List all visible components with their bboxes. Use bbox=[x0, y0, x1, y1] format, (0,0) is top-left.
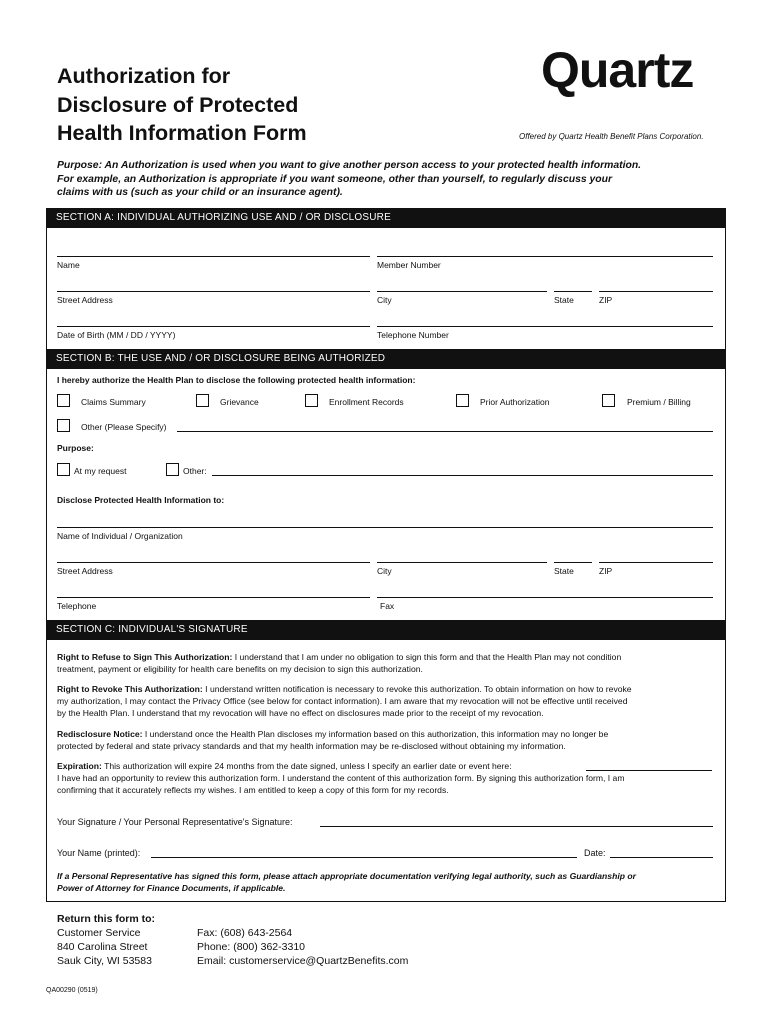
claims-summary-checkbox[interactable] bbox=[57, 394, 70, 407]
recipient-fax-label: Fax bbox=[380, 601, 395, 611]
address-line: 840 Carolina Street bbox=[57, 941, 148, 953]
return-heading: Return this form to: bbox=[57, 913, 155, 925]
refuse-heading: Right to Refuse to Sign This Authorization: bbox=[57, 652, 233, 662]
title-line: Health Information Form bbox=[57, 121, 307, 145]
disclose-to-label: Disclose Protected Health Information to: bbox=[57, 495, 225, 505]
recipient-street-field[interactable] bbox=[57, 562, 370, 563]
section-a-header: SECTION A: INDIVIDUAL AUTHORIZING USE AND / OR DISCLOSURE bbox=[46, 208, 726, 228]
name-org-field[interactable] bbox=[57, 527, 713, 528]
telephone-number-label: Telephone Number bbox=[377, 330, 449, 340]
recipient-city-field[interactable] bbox=[377, 562, 547, 563]
recipient-street-label: Street Address bbox=[57, 566, 113, 576]
expiration-paragraph bbox=[57, 760, 715, 796]
date-label: Date: bbox=[584, 848, 606, 858]
purpose-label: Purpose: bbox=[57, 443, 94, 453]
enrollment-records-label: Enrollment Records bbox=[329, 397, 404, 407]
title-line: Authorization for bbox=[57, 64, 231, 88]
note-line: If a Personal Representative has signed this form, please attach appropriate documentation verifying legal authority, such as Guardianship or bbox=[57, 871, 636, 881]
revoke-text: my authorization, I may contact the Privacy Office (see below for contact information). I am aware that my revocation will not be effective until received bbox=[57, 696, 628, 706]
signature-field[interactable] bbox=[320, 826, 713, 827]
phone-number: Phone: (800) 362-3310 bbox=[197, 941, 305, 953]
revoke-text: by the Health Plan. I understand that my revocation will have no effect on disclosures made prior to the receipt of my revocation. bbox=[57, 708, 544, 718]
quartz-logo: Quartz bbox=[541, 42, 694, 98]
section-b-header: SECTION B: THE USE AND / OR DISCLOSURE BEING AUTHORIZED bbox=[46, 349, 726, 369]
recipient-state-field[interactable] bbox=[554, 562, 592, 563]
recipient-telephone-field[interactable] bbox=[57, 597, 370, 598]
right-to-revoke-paragraph bbox=[57, 683, 715, 719]
redisclosure-text: protected by federal and state privacy standards and that my health information may be re-disclosed without obtaining my information. bbox=[57, 741, 566, 751]
premium-billing-checkbox[interactable] bbox=[602, 394, 615, 407]
revoke-text: I understand written notification is necessary to revoke this authorization. To obtain information on how to revoke bbox=[202, 684, 632, 694]
return-contacts bbox=[197, 926, 408, 968]
form-frame bbox=[46, 208, 726, 902]
offered-by: Offered by Quartz Health Benefit Plans Corporation. bbox=[519, 132, 704, 141]
return-address bbox=[57, 926, 152, 968]
state-label: State bbox=[554, 295, 574, 305]
other-specify-field[interactable] bbox=[177, 431, 713, 432]
section-c-header: SECTION C: INDIVIDUAL'S SIGNATURE bbox=[46, 620, 726, 640]
redisclosure-heading: Redisclosure Notice: bbox=[57, 729, 143, 739]
purpose-other-checkbox[interactable] bbox=[166, 463, 179, 476]
right-to-refuse-paragraph bbox=[57, 651, 715, 675]
recipient-city-label: City bbox=[377, 566, 392, 576]
expiration-text: This authorization will expire 24 months from the date signed, unless I specify an earlier date or event here: bbox=[101, 761, 512, 771]
expiration-date-field[interactable] bbox=[586, 770, 712, 771]
member-number-field[interactable] bbox=[377, 256, 713, 257]
name-printed-label: Your Name (printed): bbox=[57, 848, 141, 858]
at-my-request-checkbox[interactable] bbox=[57, 463, 70, 476]
other-specify-checkbox[interactable] bbox=[57, 419, 70, 432]
dob-field[interactable] bbox=[57, 326, 370, 327]
purpose-other-field[interactable] bbox=[212, 475, 713, 476]
expiration-text: confirming that it accurately reflects my wishes. I am entitled to keep a copy of this form for my records. bbox=[57, 785, 449, 795]
purpose-line: Purpose: An Authorization is used when you want to give another person access to your protected health information. bbox=[57, 160, 642, 171]
form-title bbox=[57, 62, 417, 148]
member-number-label: Member Number bbox=[377, 260, 441, 270]
refuse-text: I understand that I am under no obligation to sign this form and that the Health Plan may not condition bbox=[232, 652, 622, 662]
name-field[interactable] bbox=[57, 256, 370, 257]
note-line: Power of Attorney for Finance Documents, if applicable. bbox=[57, 883, 286, 893]
zip-field[interactable] bbox=[599, 291, 713, 292]
title-line: Disclosure of Protected bbox=[57, 92, 299, 117]
redisclosure-paragraph bbox=[57, 728, 715, 752]
dob-label: Date of Birth (MM / DD / YYYY) bbox=[57, 330, 176, 340]
premium-billing-label: Premium / Billing bbox=[627, 397, 691, 407]
name-org-label: Name of Individual / Organization bbox=[57, 531, 183, 541]
recipient-telephone-label: Telephone bbox=[57, 601, 97, 611]
address-line: Customer Service bbox=[57, 927, 141, 939]
refuse-text: treatment, payment or eligibility for health care benefits on my decision to sign this authorization. bbox=[57, 664, 423, 674]
date-field[interactable] bbox=[610, 857, 713, 858]
representative-note bbox=[57, 870, 717, 894]
recipient-fax-field[interactable] bbox=[377, 597, 713, 598]
enrollment-records-checkbox[interactable] bbox=[305, 394, 318, 407]
purpose-text bbox=[57, 159, 717, 200]
recipient-zip-field[interactable] bbox=[599, 562, 713, 563]
street-address-field[interactable] bbox=[57, 291, 370, 292]
grievance-checkbox[interactable] bbox=[196, 394, 209, 407]
revoke-heading: Right to Revoke This Authorization: bbox=[57, 684, 203, 694]
prior-authorization-checkbox[interactable] bbox=[456, 394, 469, 407]
name-printed-field[interactable] bbox=[151, 857, 577, 858]
expiration-heading: Expiration: bbox=[57, 761, 102, 771]
authorize-intro: I hereby authorize the Health Plan to disclose the following protected health information: bbox=[57, 375, 416, 385]
other-specify-label: Other (Please Specify) bbox=[81, 422, 167, 432]
grievance-label: Grievance bbox=[220, 397, 259, 407]
zip-label: ZIP bbox=[599, 295, 613, 305]
telephone-number-field[interactable] bbox=[377, 326, 713, 327]
email-address[interactable]: Email: customerservice@QuartzBenefits.com bbox=[197, 955, 409, 967]
at-my-request-label: At my request bbox=[74, 466, 127, 476]
fax-number: Fax: (608) 643-2564 bbox=[197, 927, 293, 939]
city-field[interactable] bbox=[377, 291, 547, 292]
purpose-line: claims with us (such as your child or an insurance agent). bbox=[57, 187, 343, 198]
name-label: Name bbox=[57, 260, 80, 270]
state-field[interactable] bbox=[554, 291, 592, 292]
street-address-label: Street Address bbox=[57, 295, 113, 305]
signature-label: Your Signature / Your Personal Representative's Signature: bbox=[57, 817, 293, 827]
recipient-state-label: State bbox=[554, 566, 574, 576]
redisclosure-text: I understand once the Health Plan discloses my information based on this authorization, this information may no longer be bbox=[142, 729, 609, 739]
city-label: City bbox=[377, 295, 392, 305]
recipient-zip-label: ZIP bbox=[599, 566, 613, 576]
purpose-line: For example, an Authorization is appropriate if you want someone, other than yourself, to regularly discuss your bbox=[57, 173, 613, 185]
prior-authorization-label: Prior Authorization bbox=[480, 397, 550, 407]
claims-summary-label: Claims Summary bbox=[81, 397, 146, 407]
address-line: Sauk City, WI 53583 bbox=[57, 955, 152, 967]
expiration-text: I have had an opportunity to review this authorization form. I understand the content of this authorization form. By signing this authorization form, I am bbox=[57, 773, 625, 783]
form-code: QA00290 (0519) bbox=[46, 987, 98, 994]
purpose-other-label: Other: bbox=[183, 466, 207, 476]
